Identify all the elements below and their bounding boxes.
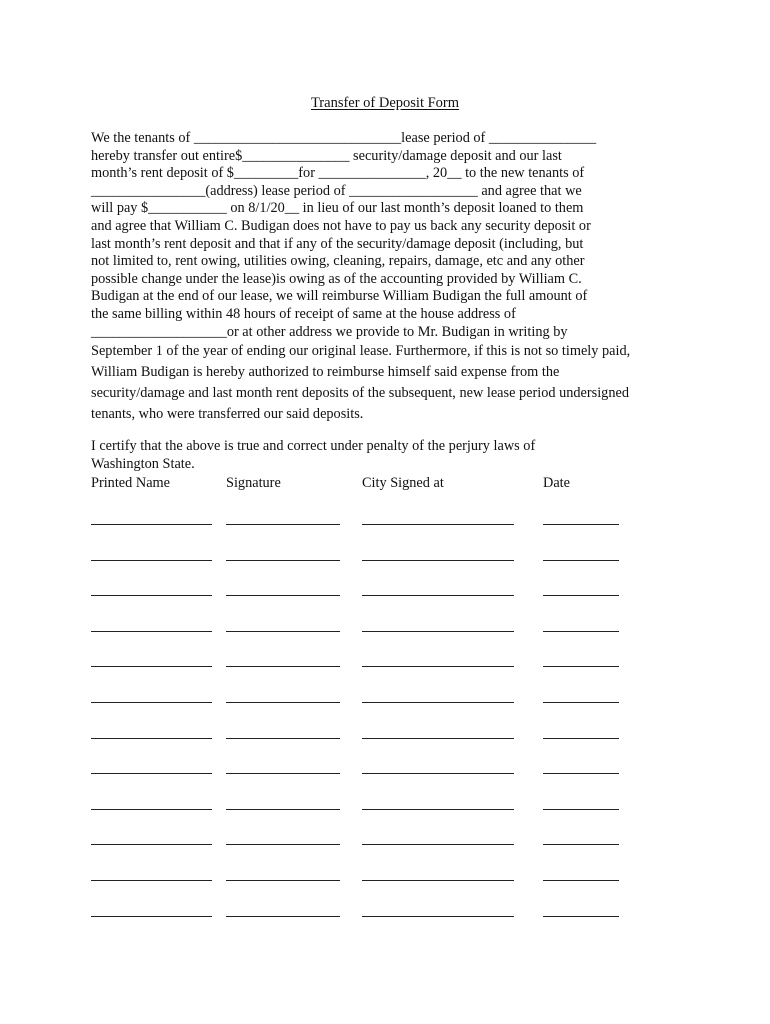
signature-table-header [0,474,770,492]
signature-row [0,844,770,846]
signature-line[interactable] [226,809,340,810]
column-header-date: Date [543,475,570,491]
city-signed-at-line[interactable] [362,844,514,845]
signature-row [0,524,770,526]
paragraph-line: tenants, who were transferred our said deposits. [91,406,364,423]
deposit-transfer-paragraph [91,130,691,425]
signature-row [0,702,770,704]
paragraph-line: will pay $___________ on 8/1/20__ in lieu of our last month’s deposit loaned to them [91,200,584,217]
column-header-signature: Signature [226,475,281,491]
signature-line[interactable] [226,702,340,703]
paragraph-line: and agree that William C. Budigan does not have to pay us back any security deposit or [91,217,591,234]
printed-name-line[interactable] [91,809,212,810]
signature-row [0,738,770,740]
date-line[interactable] [543,524,619,525]
paragraph-line: the same billing within 48 hours of receipt of same at the house address of [91,305,516,322]
signature-row [0,880,770,882]
printed-name-line[interactable] [91,880,212,881]
signature-line[interactable] [226,844,340,845]
signature-line[interactable] [226,595,340,596]
certification-line: I certify that the above is true and correct under penalty of the perjury laws of [91,438,536,454]
printed-name-line[interactable] [91,560,212,561]
printed-name-line[interactable] [91,916,212,917]
signature-row [0,595,770,597]
signature-line[interactable] [226,738,340,739]
city-signed-at-line[interactable] [362,773,514,774]
certification-line: Washington State. [91,455,195,472]
date-line[interactable] [543,595,619,596]
signature-line[interactable] [226,916,340,917]
signature-row [0,773,770,775]
paragraph-line: ___________________or at other address we provide to Mr. Budigan in writing by [91,323,568,340]
city-signed-at-line[interactable] [362,666,514,667]
document-title: Transfer of Deposit Form [310,95,460,111]
printed-name-line[interactable] [91,702,212,703]
date-line[interactable] [543,666,619,667]
signature-line[interactable] [226,631,340,632]
paragraph-line: We the tenants of _____________________________lease period of _______________ [91,130,597,146]
date-line[interactable] [543,809,619,810]
paragraph-line: last month’s rent deposit and that if any of the security/damage deposit (including, but [91,235,584,252]
paragraph-line: month’s rent deposit of $_________for _______________, 20__ to the new tenants of [91,165,585,182]
city-signed-at-line[interactable] [362,880,514,881]
date-line[interactable] [543,916,619,917]
column-header-city-signed-at: City Signed at [362,475,444,491]
column-header-printed-name: Printed Name [91,475,171,491]
printed-name-line[interactable] [91,595,212,596]
printed-name-line[interactable] [91,631,212,632]
signature-row [0,560,770,562]
date-line[interactable] [543,880,619,881]
city-signed-at-line[interactable] [362,738,514,739]
printed-name-line[interactable] [91,844,212,845]
signature-line[interactable] [226,524,340,525]
printed-name-line[interactable] [91,524,212,525]
paragraph-line: September 1 of the year of ending our original lease. Furthermore, if this is not so timely paid, [91,343,631,360]
paragraph-line: Budigan at the end of our lease, we will reimburse William Budigan the full amount of [91,288,588,305]
signature-row [0,809,770,811]
city-signed-at-line[interactable] [362,631,514,632]
city-signed-at-line[interactable] [362,595,514,596]
signature-row [0,666,770,668]
date-line[interactable] [543,560,619,561]
paragraph-line: hereby transfer out entire$_______________ security/damage deposit and our last [91,147,562,164]
paragraph-line: security/damage and last month rent deposits of the subsequent, new lease period undersigned [91,385,629,402]
city-signed-at-line[interactable] [362,560,514,561]
paragraph-line: not limited to, rent owing, utilities owing, cleaning, repairs, damage, etc and any other [91,253,585,270]
signature-row [0,631,770,633]
date-line[interactable] [543,702,619,703]
signature-line[interactable] [226,773,340,774]
date-line[interactable] [543,844,619,845]
city-signed-at-line[interactable] [362,809,514,810]
signature-row [0,916,770,918]
printed-name-line[interactable] [91,773,212,774]
city-signed-at-line[interactable] [362,916,514,917]
paragraph-line: possible change under the lease)is owing as of the accounting provided by William C. [91,270,582,287]
city-signed-at-line[interactable] [362,702,514,703]
signature-line[interactable] [226,880,340,881]
date-line[interactable] [543,773,619,774]
paragraph-line: ________________(address) lease period of __________________ and agree that we [91,182,582,199]
date-line[interactable] [543,738,619,739]
paragraph-line: William Budigan is hereby authorized to reimburse himself said expense from the [91,364,560,381]
date-line[interactable] [543,631,619,632]
signature-line[interactable] [226,666,340,667]
signature-line[interactable] [226,560,340,561]
printed-name-line[interactable] [91,666,212,667]
city-signed-at-line[interactable] [362,524,514,525]
printed-name-line[interactable] [91,738,212,739]
certification-statement [91,438,691,473]
